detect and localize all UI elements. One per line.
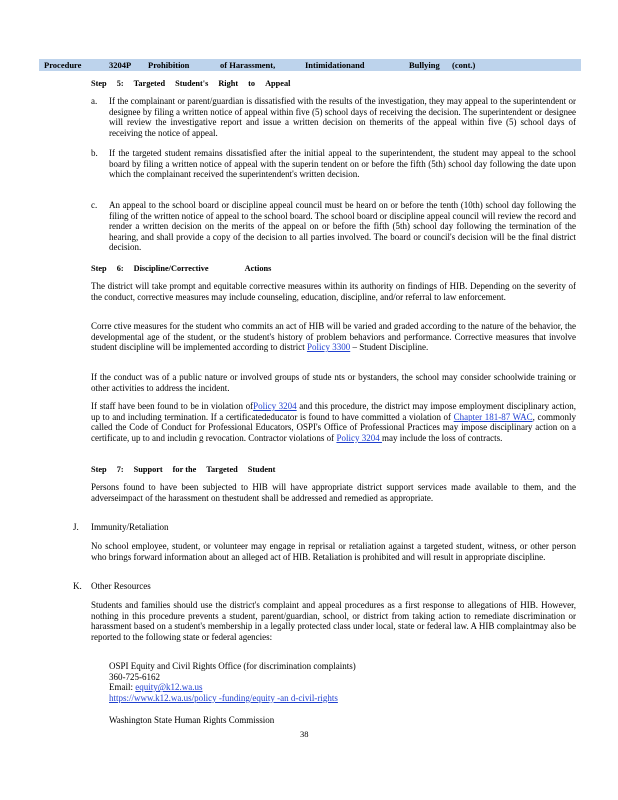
section-k-paragraph: Students and families should use the district's complaint and appeal procedures as a first response to allegations of HIB. However, nothing in this procedure prevents a student, parent/guardian, school, or district from taking action to remediate discrimination or harassment based on a student's membership in a legally protected class under local, state or federal law. A HIB complaintmay also be reported to the following state or federal agencies: [91, 600, 576, 642]
ospi-equity-url-link[interactable]: https://www.k12.wa.us/policy -funding/equity -an d-civil-rights [109, 692, 338, 703]
step6-heading-word: Actions [244, 264, 272, 273]
step7-heading-word: for the [172, 465, 197, 474]
step5-heading-number: 5: [116, 79, 124, 88]
header-title-part3: Intimidationand [305, 60, 365, 70]
step6-paragraph-4 [91, 401, 576, 443]
step6-heading [91, 264, 281, 273]
step7-paragraph: Persons found to have been subjected to HIB will have appropriate district support services made available to them, and the adverseimpact of the harassment on thestudent shall be addressed and remedied as appropriate. [91, 482, 576, 503]
header-procedure-label: Procedure [44, 60, 82, 70]
list-item-label: a. [91, 96, 98, 106]
policy-3204-link-2[interactable]: Policy 3204 [336, 432, 382, 443]
email-label: Email: [109, 682, 136, 693]
chapter-181-87-wac-link[interactable]: Chapter 181-87 WAC [453, 411, 533, 422]
policy-3300-link[interactable]: Policy 3300 [306, 342, 351, 353]
section-j-paragraph: No school employee, student, or volunteer may engage in reprisal or retaliation against a targeted student, witness, or other person who brings forward information about an alleged act of HIB. Retaliation is prohibited and will result in appropriate discipline. [91, 541, 576, 562]
step7-heading-word: Step [91, 465, 107, 474]
step7-heading [91, 465, 285, 474]
step6-p2-text-end: – Student Discipline. [350, 342, 429, 353]
step6-heading-word: Step [91, 264, 107, 273]
list-item-text: If the targeted student remains dissatisfied after the initial appeal to the superintendent, the student may appeal to the school board by filing a written notice of appeal with the superin tendent on or before the fifth (5th) school day following the date upon which the complainant received the superintendent's written decision. [109, 148, 576, 180]
resource-ospi-name: OSPI Equity and Civil Rights Office (for discrimination complaints) [109, 661, 356, 671]
resource-ospi-phone: 360-725-6162 [109, 671, 160, 682]
step6-p4-text: , commonly called the Code of Conduct for Professional Educators, OSPI's Office of Professional Practices may impose disciplinary action on a certificate, up to and includin g revocation. Contractor violations of [91, 411, 576, 443]
list-item-text: If the complainant or parent/guardian is dissatisfied with the results of the investigation, they may appeal to the superintendent or designee by filing a written notice of appeal within five (5) school days of receiving the decision. The superintendent or designee will review the investigative report and issue a written decision on themerits of the appeal within five (5) school days of receiving the notice of appeal. [109, 96, 576, 138]
step5-heading-word: Step [91, 79, 107, 88]
step5-item-c [91, 200, 576, 253]
step6-heading-word: Discipline/Corrective [133, 264, 209, 273]
step6-p4-text: may include the loss of contracts. [381, 432, 503, 443]
section-j-label: J. [73, 522, 79, 532]
step6-paragraph-2 [91, 321, 576, 353]
list-item-label: b. [91, 148, 98, 158]
resource-hrc-name: Washington State Human Rights Commission [109, 715, 275, 725]
step5-heading-word: Appeal [265, 79, 291, 88]
resource-ospi [109, 661, 569, 703]
step6-p4-text: and this procedure, the district may impose employment disciplinary action, up to and including termination. If a certificatededucator is found to have committed a violation of [91, 401, 576, 422]
section-k-label: K. [73, 581, 82, 591]
step6-paragraph-1: The district will take prompt and equitable corrective measures within its authority on findings of HIB. Depending on the severity of the conduct, corrective measures may include counseling, education, discipline, and/or referral to law enforcement. [91, 281, 576, 302]
step5-heading-word: Right [218, 79, 239, 88]
step7-heading-number: 7: [116, 465, 124, 474]
section-k-title: Other Resources [91, 581, 151, 591]
step6-p2-text: Corre ctive measures for the student who commits an act of HIB will be varied and graded according to the nature of the behavior, the developmental age of the student, or the student's history of problem behaviors and performance. Corrective measures that involve student discipline will be implemented according to district [91, 321, 576, 353]
header-procedure-number: 3204P [109, 60, 132, 70]
section-j-title: Immunity/Retaliation [91, 522, 169, 532]
step6-p4-text: If staff have been found to be in violation of [91, 401, 254, 411]
policy-3204-link[interactable]: Policy 3204 [253, 401, 297, 411]
header-title-part1: Prohibition [148, 60, 190, 70]
step6-paragraph-3: If the conduct was of a public nature or involved groups of stude nts or bystanders, the school may consider schoolwide training or other activities to address the incident. [91, 372, 576, 393]
list-item-text: An appeal to the school board or discipline appeal council must be heard on or before the tenth (10th) school day following the filing of the written notice of appeal to the school board. The school board or discipline appeal council will review the record and render a written decision on the merits of the appeal on or before the fifth (5th) school day following the termination of the hearing, and shall provide a copy of the decision to all parties involved. The board or council's decision will be the final district decision. [109, 200, 576, 253]
step7-heading-word: Student [247, 465, 276, 474]
list-item-label: c. [91, 200, 98, 210]
step5-heading-word: to [248, 79, 256, 88]
step5-heading [91, 79, 300, 88]
step7-heading-word: Support [133, 465, 163, 474]
step7-heading-word: Targeted [206, 465, 238, 474]
step5-heading-word: Targeted [133, 79, 166, 88]
step6-heading-number: 6: [116, 264, 124, 273]
equity-email-link[interactable]: equity@k12.wa.us [135, 682, 203, 693]
header-title-part4: Bullying [409, 60, 440, 70]
step5-item-b [91, 148, 576, 180]
page-number: 38 [300, 729, 309, 739]
header-cont: (cont.) [452, 60, 476, 70]
resource-ospi-url-line [109, 693, 569, 704]
step5-heading-word: Student's [175, 79, 209, 88]
resource-ospi-email-line [109, 682, 569, 693]
step5-item-a [91, 96, 576, 138]
header-title-part2: of Harassment, [220, 60, 276, 70]
procedure-header-bar [39, 59, 581, 71]
